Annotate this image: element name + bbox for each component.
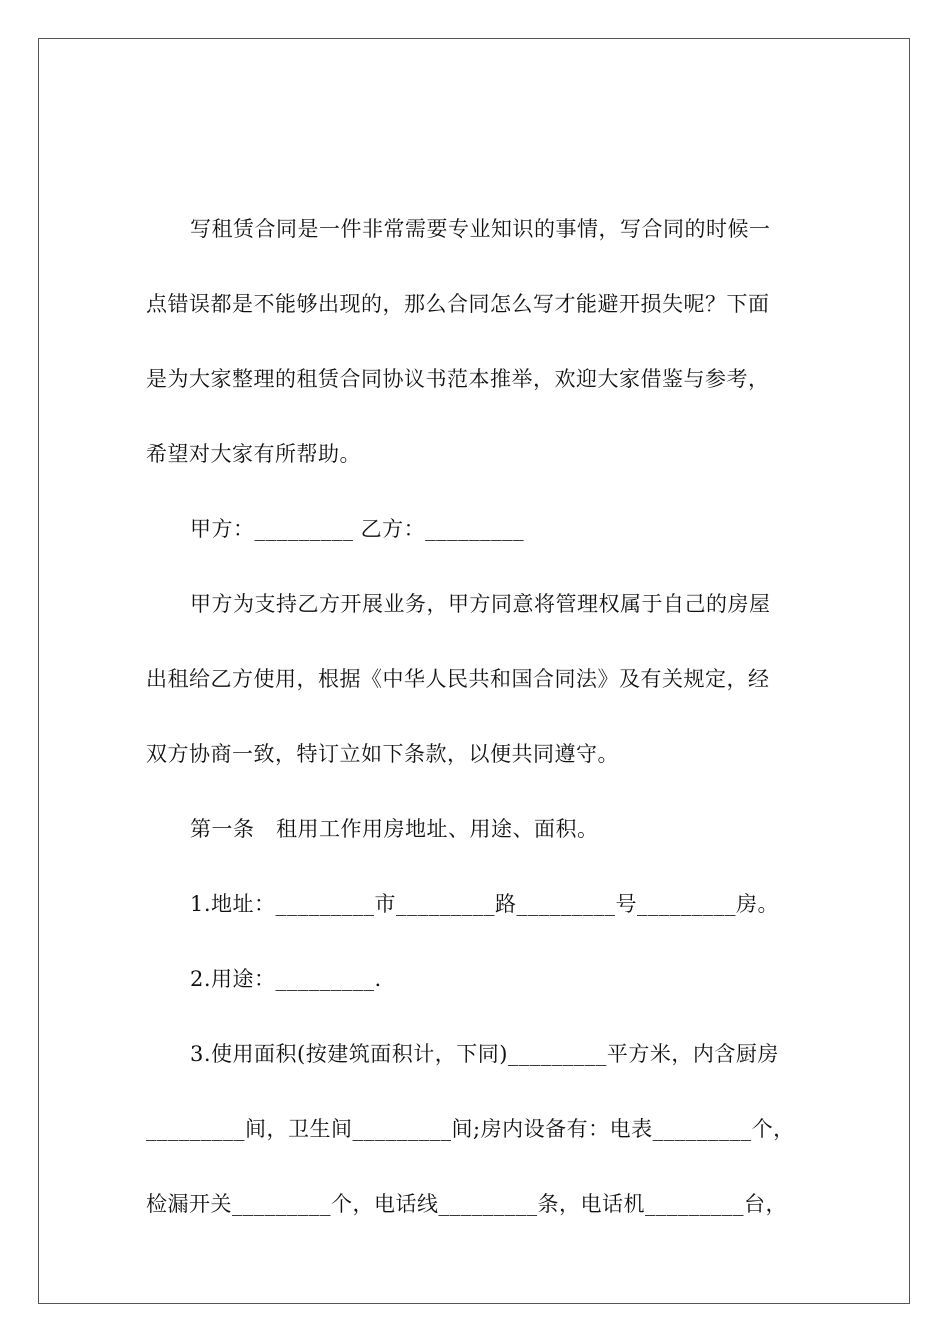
clause-area-line-2: _________间，卫生间_________间;房内设备有：电表_________个，: [146, 1117, 795, 1141]
intro-line-2: 点错误都是不能够出现的，那么合同怎么写才能避开损失呢？下面: [146, 292, 770, 316]
intro-line-3: 是为大家整理的租赁合同协议书范本推举，欢迎大家借鉴与参考，: [146, 367, 770, 391]
intro-line-4: 希望对大家有所帮助。: [146, 442, 361, 466]
preamble-line-3: 双方协商一致，特订立如下条款，以便共同遵守。: [146, 742, 619, 766]
clause-address: 1.地址：_________市_________路_________号_________房。: [190, 892, 780, 916]
clause-purpose: 2.用途：_________.: [190, 967, 382, 991]
clause-area-line-3: 检漏开关_________个，电话线_________条，电话机_________台，: [146, 1192, 787, 1216]
preamble-line-1: 甲方为支持乙方开展业务，甲方同意将管理权属于自己的房屋: [190, 592, 771, 616]
article-1-heading: 第一条 租用工作用房地址、用途、面积。: [190, 817, 599, 841]
clause-area-line-1: 3.使用面积(按建筑面积计，下同)_________平方米，内含厨房: [190, 1042, 779, 1066]
intro-line-1: 写租赁合同是一件非常需要专业知识的事情，写合同的时候一: [190, 217, 771, 241]
document-body: [146, 192, 806, 1242]
parties-line: 甲方：_________ 乙方：_________: [190, 517, 525, 541]
preamble-line-2: 出租给乙方使用，根据《中华人民共和国合同法》及有关规定，经: [146, 667, 770, 691]
